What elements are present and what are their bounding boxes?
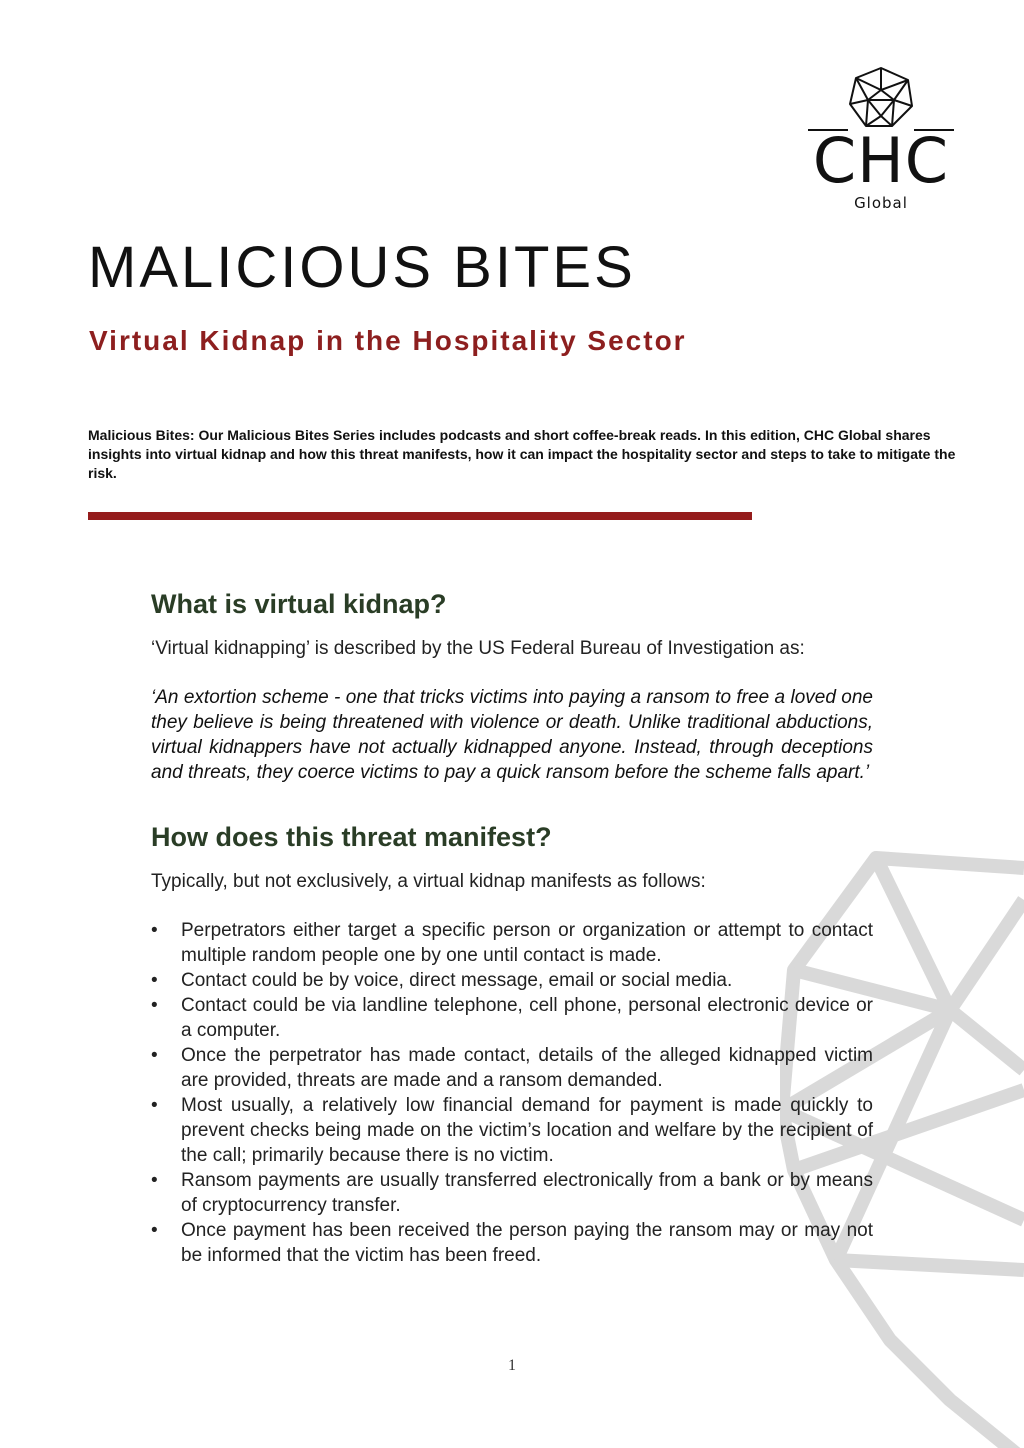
page-subtitle: Virtual Kidnap in the Hospitality Sector [89,325,687,356]
main-content [151,584,873,1268]
list-item [151,918,873,968]
list-item-text: Perpetrators either target a specific person or organization or attempt to contact multiple random people one by one until contact is made. [181,920,873,966]
chc-global-logo [800,66,962,216]
list-item-text: Contact could be by voice, direct message, email or social media. [181,970,733,991]
list-item [151,993,873,1043]
section-heading-how-manifest: How does this threat manifest? [151,822,552,852]
section-heading-what-is: What is virtual kidnap? [151,589,447,619]
bullet-icon: • [151,1170,158,1191]
section2-lead: Typically, but not exclusively, a virtual kidnap manifests as follows: [151,871,706,892]
bullet-icon: • [151,970,158,991]
page-number: 1 [508,1357,516,1374]
polyhedron-logo-icon [848,66,914,128]
red-divider [88,512,752,520]
bullet-icon: • [151,1220,158,1241]
list-item-text: Most usually, a relatively low financial demand for payment is made quickly to prevent checks being made on the victim’s location and welfare by the recipient of the call; primarily because there is no victim. [181,1095,873,1166]
logo-text: CHC [812,124,950,197]
list-item [151,1043,873,1093]
section1-lead: ‘Virtual kidnapping’ is described by the US Federal Bureau of Investigation as: [151,638,805,659]
bullet-icon: • [151,995,158,1016]
list-item [151,1218,873,1268]
list-item [151,1093,873,1168]
bullet-icon: • [151,1095,158,1116]
page-title: MALICIOUS BITES [88,235,636,300]
list-item-text: Contact could be via landline telephone, cell phone, personal electronic device or a computer. [181,995,873,1041]
fbi-quote: ‘An extortion scheme - one that tricks victims into paying a ransom to free a loved one they believe is being threatened with violence or death. Unlike traditional abductions, virtual kidnappers have not actually kidnapped anyone. Instead, through deceptions and threats, they coerce victims to pay a quick ransom before the scheme falls apart.’ [151,687,873,783]
logo-subtext: Global [854,194,908,212]
list-item-text: Once the perpetrator has made contact, details of the alleged kidnapped victim are provided, threats are made and a ransom demanded. [181,1045,873,1091]
list-item [151,1168,873,1218]
list-item-text: Ransom payments are usually transferred electronically from a bank or by means of cryptocurrency transfer. [181,1170,873,1216]
list-item-text: Once payment has been received the person paying the ransom may or may not be informed that the victim has been freed. [181,1220,873,1266]
bullet-icon: • [151,920,158,941]
list-item [151,968,873,993]
manifest-bullet-list [151,918,873,1268]
bullet-icon: • [151,1045,158,1066]
intro-text: Malicious Bites: Our Malicious Bites Series includes podcasts and short coffee-break reads. In this edition, CHC Global shares insights into virtual kidnap and how this threat manifests, how it can impact the hospitality sector and steps to take to mitigate the risk. [88,427,956,481]
